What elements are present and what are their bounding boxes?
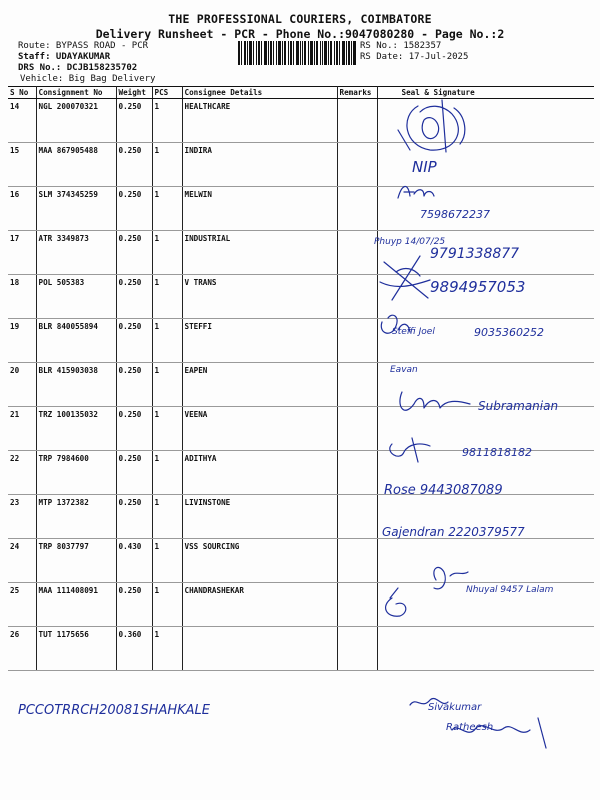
signature-bottom-right (410, 698, 546, 748)
cell-sno: 21 (8, 407, 36, 451)
hand-row22: 9811818182 (462, 446, 532, 459)
rs-number: RS No.: 1582357 (360, 41, 442, 51)
cell-remarks (337, 187, 377, 231)
cell-signature (377, 187, 594, 231)
cell-remarks (337, 627, 377, 671)
cell-remarks (337, 99, 377, 143)
cell-sno: 14 (8, 99, 36, 143)
cell-pcs: 1 (152, 363, 182, 407)
cell-remarks (337, 407, 377, 451)
col-header-weight: Weight (116, 87, 152, 99)
cell-pcs: 1 (152, 143, 182, 187)
hand-row23: Rose 9443087089 (384, 483, 503, 498)
table-header-row (8, 87, 594, 99)
runsheet-subtitle: Delivery Runsheet - PCR - Phone No.:9047080280 - Page No.:2 (95, 27, 505, 41)
cell-weight: 0.250 (116, 187, 152, 231)
cell-weight: 0.250 (116, 99, 152, 143)
table-row (8, 231, 594, 275)
cell-remarks (337, 451, 377, 495)
cell-signature (377, 275, 594, 319)
hand-bottom-right-a: Sivakumar (428, 702, 482, 713)
cell-weight: 0.250 (116, 231, 152, 275)
cell-consignment: TRZ 100135032 (36, 407, 116, 451)
barcode (238, 41, 356, 65)
cell-consignee: VEENA (182, 407, 337, 451)
hand-row19a: Steffi Joel (392, 327, 435, 337)
table-row (8, 627, 594, 671)
cell-signature (377, 99, 594, 143)
table-row (8, 99, 594, 143)
cell-consignee: V TRANS (182, 275, 337, 319)
cell-weight: 0.250 (116, 583, 152, 627)
cell-consignment: TRP 8037797 (36, 539, 116, 583)
cell-consignee: CHANDRASHEKAR (182, 583, 337, 627)
cell-sno: 19 (8, 319, 36, 363)
hand-row15: NIP (412, 158, 437, 176)
cell-consignee: EAPEN (182, 363, 337, 407)
cell-sno: 26 (8, 627, 36, 671)
table-row (8, 495, 594, 539)
col-header-sno: S No (8, 87, 36, 99)
col-header-seal: Seal & Signature (377, 87, 594, 99)
cell-consignment: BLR 840055894 (36, 319, 116, 363)
table-row (8, 363, 594, 407)
table-row (8, 319, 594, 363)
table-row (8, 143, 594, 187)
cell-sno: 20 (8, 363, 36, 407)
cell-pcs: 1 (152, 495, 182, 539)
hand-bottom-left: PCCOTRRCH20081SHAHKALE (18, 703, 211, 718)
cell-consignment: TRP 7984600 (36, 451, 116, 495)
cell-pcs: 1 (152, 407, 182, 451)
cell-sno: 22 (8, 451, 36, 495)
cell-signature (377, 407, 594, 451)
vehicle-label: Vehicle: Big Bag Delivery (20, 74, 156, 84)
cell-pcs: 1 (152, 275, 182, 319)
table-row (8, 187, 594, 231)
cell-sno: 15 (8, 143, 36, 187)
cell-sno: 23 (8, 495, 36, 539)
cell-remarks (337, 583, 377, 627)
cell-pcs: 1 (152, 583, 182, 627)
cell-pcs: 1 (152, 539, 182, 583)
cell-signature (377, 627, 594, 671)
cell-consignee (182, 627, 337, 671)
company-title: THE PROFESSIONAL COURIERS, COIMBATORE (168, 12, 432, 26)
col-header-pcs: PCS (152, 87, 182, 99)
hand-row17: 7598672237 (420, 208, 490, 221)
col-header-consignee: Consignee Details (182, 87, 337, 99)
hand-row18c: 9894957053 (430, 278, 526, 296)
cell-consignment: TUT 1175656 (36, 627, 116, 671)
cell-remarks (337, 319, 377, 363)
cell-consignee: HEALTHCARE (182, 99, 337, 143)
cell-consignee: INDIRA (182, 143, 337, 187)
hand-row25: Nhuyal 9457 Lalam (466, 585, 554, 595)
cell-weight: 0.250 (116, 451, 152, 495)
cell-consignment: SLM 374345259 (36, 187, 116, 231)
cell-sno: 24 (8, 539, 36, 583)
cell-remarks (337, 539, 377, 583)
cell-consignee: MELWIN (182, 187, 337, 231)
col-header-consignment: Consignment No (36, 87, 116, 99)
cell-sno: 25 (8, 583, 36, 627)
cell-consignee: INDUSTRIAL (182, 231, 337, 275)
col-header-remarks: Remarks (337, 87, 377, 99)
cell-sno: 16 (8, 187, 36, 231)
cell-pcs: 1 (152, 319, 182, 363)
cell-pcs: 1 (152, 187, 182, 231)
cell-consignment: NGL 200070321 (36, 99, 116, 143)
cell-consignment: MAA 111408091 (36, 583, 116, 627)
table-row (8, 407, 594, 451)
drs-number: DRS No.: DCJB158235702 (18, 63, 138, 73)
cell-weight: 0.250 (116, 495, 152, 539)
hand-bottom-right-b: Ratheesh (446, 722, 494, 733)
hand-row18b: 9791338877 (430, 246, 520, 262)
route-label: Route: BYPASS ROAD - PCR (18, 41, 149, 51)
table-row (8, 583, 594, 627)
cell-weight: 0.250 (116, 407, 152, 451)
cell-remarks (337, 231, 377, 275)
hand-row19b: 9035360252 (474, 326, 544, 339)
hand-row21: Subramanian (478, 399, 559, 413)
cell-consignee: VSS SOURCING (182, 539, 337, 583)
cell-pcs: 1 (152, 451, 182, 495)
cell-weight: 0.360 (116, 627, 152, 671)
cell-signature (377, 583, 594, 627)
hand-row24: Gajendran 2220379577 (382, 525, 525, 539)
cell-weight: 0.250 (116, 275, 152, 319)
cell-consignment: BLR 415903038 (36, 363, 116, 407)
cell-consignment: ATR 3349873 (36, 231, 116, 275)
cell-pcs: 1 (152, 627, 182, 671)
cell-sno: 17 (8, 231, 36, 275)
cell-consignment: MTP 1372382 (36, 495, 116, 539)
cell-signature (377, 143, 594, 187)
cell-signature (377, 539, 594, 583)
runsheet-table (8, 86, 594, 671)
table-row (8, 275, 594, 319)
cell-consignee: STEFFI (182, 319, 337, 363)
table-row (8, 451, 594, 495)
cell-weight: 0.250 (116, 143, 152, 187)
cell-consignment: POL 505383 (36, 275, 116, 319)
cell-signature (377, 319, 594, 363)
cell-signature (377, 231, 594, 275)
staff-label: Staff: UDAYAKUMAR (18, 52, 111, 62)
cell-signature (377, 363, 594, 407)
hand-row18a: Phuyp 14/07/25 (374, 237, 446, 247)
cell-weight: 0.250 (116, 319, 152, 363)
hand-row20: Eavan (390, 365, 418, 375)
cell-remarks (337, 275, 377, 319)
cell-consignee: ADITHYA (182, 451, 337, 495)
table-row (8, 539, 594, 583)
cell-signature (377, 451, 594, 495)
cell-remarks (337, 363, 377, 407)
cell-weight: 0.250 (116, 363, 152, 407)
cell-remarks (337, 143, 377, 187)
rs-date: RS Date: 17-Jul-2025 (360, 52, 469, 62)
cell-pcs: 1 (152, 231, 182, 275)
cell-weight: 0.430 (116, 539, 152, 583)
cell-sno: 18 (8, 275, 36, 319)
cell-consignee: LIVINSTONE (182, 495, 337, 539)
cell-pcs: 1 (152, 99, 182, 143)
cell-remarks (337, 495, 377, 539)
cell-signature (377, 495, 594, 539)
cell-consignment: MAA 867905488 (36, 143, 116, 187)
